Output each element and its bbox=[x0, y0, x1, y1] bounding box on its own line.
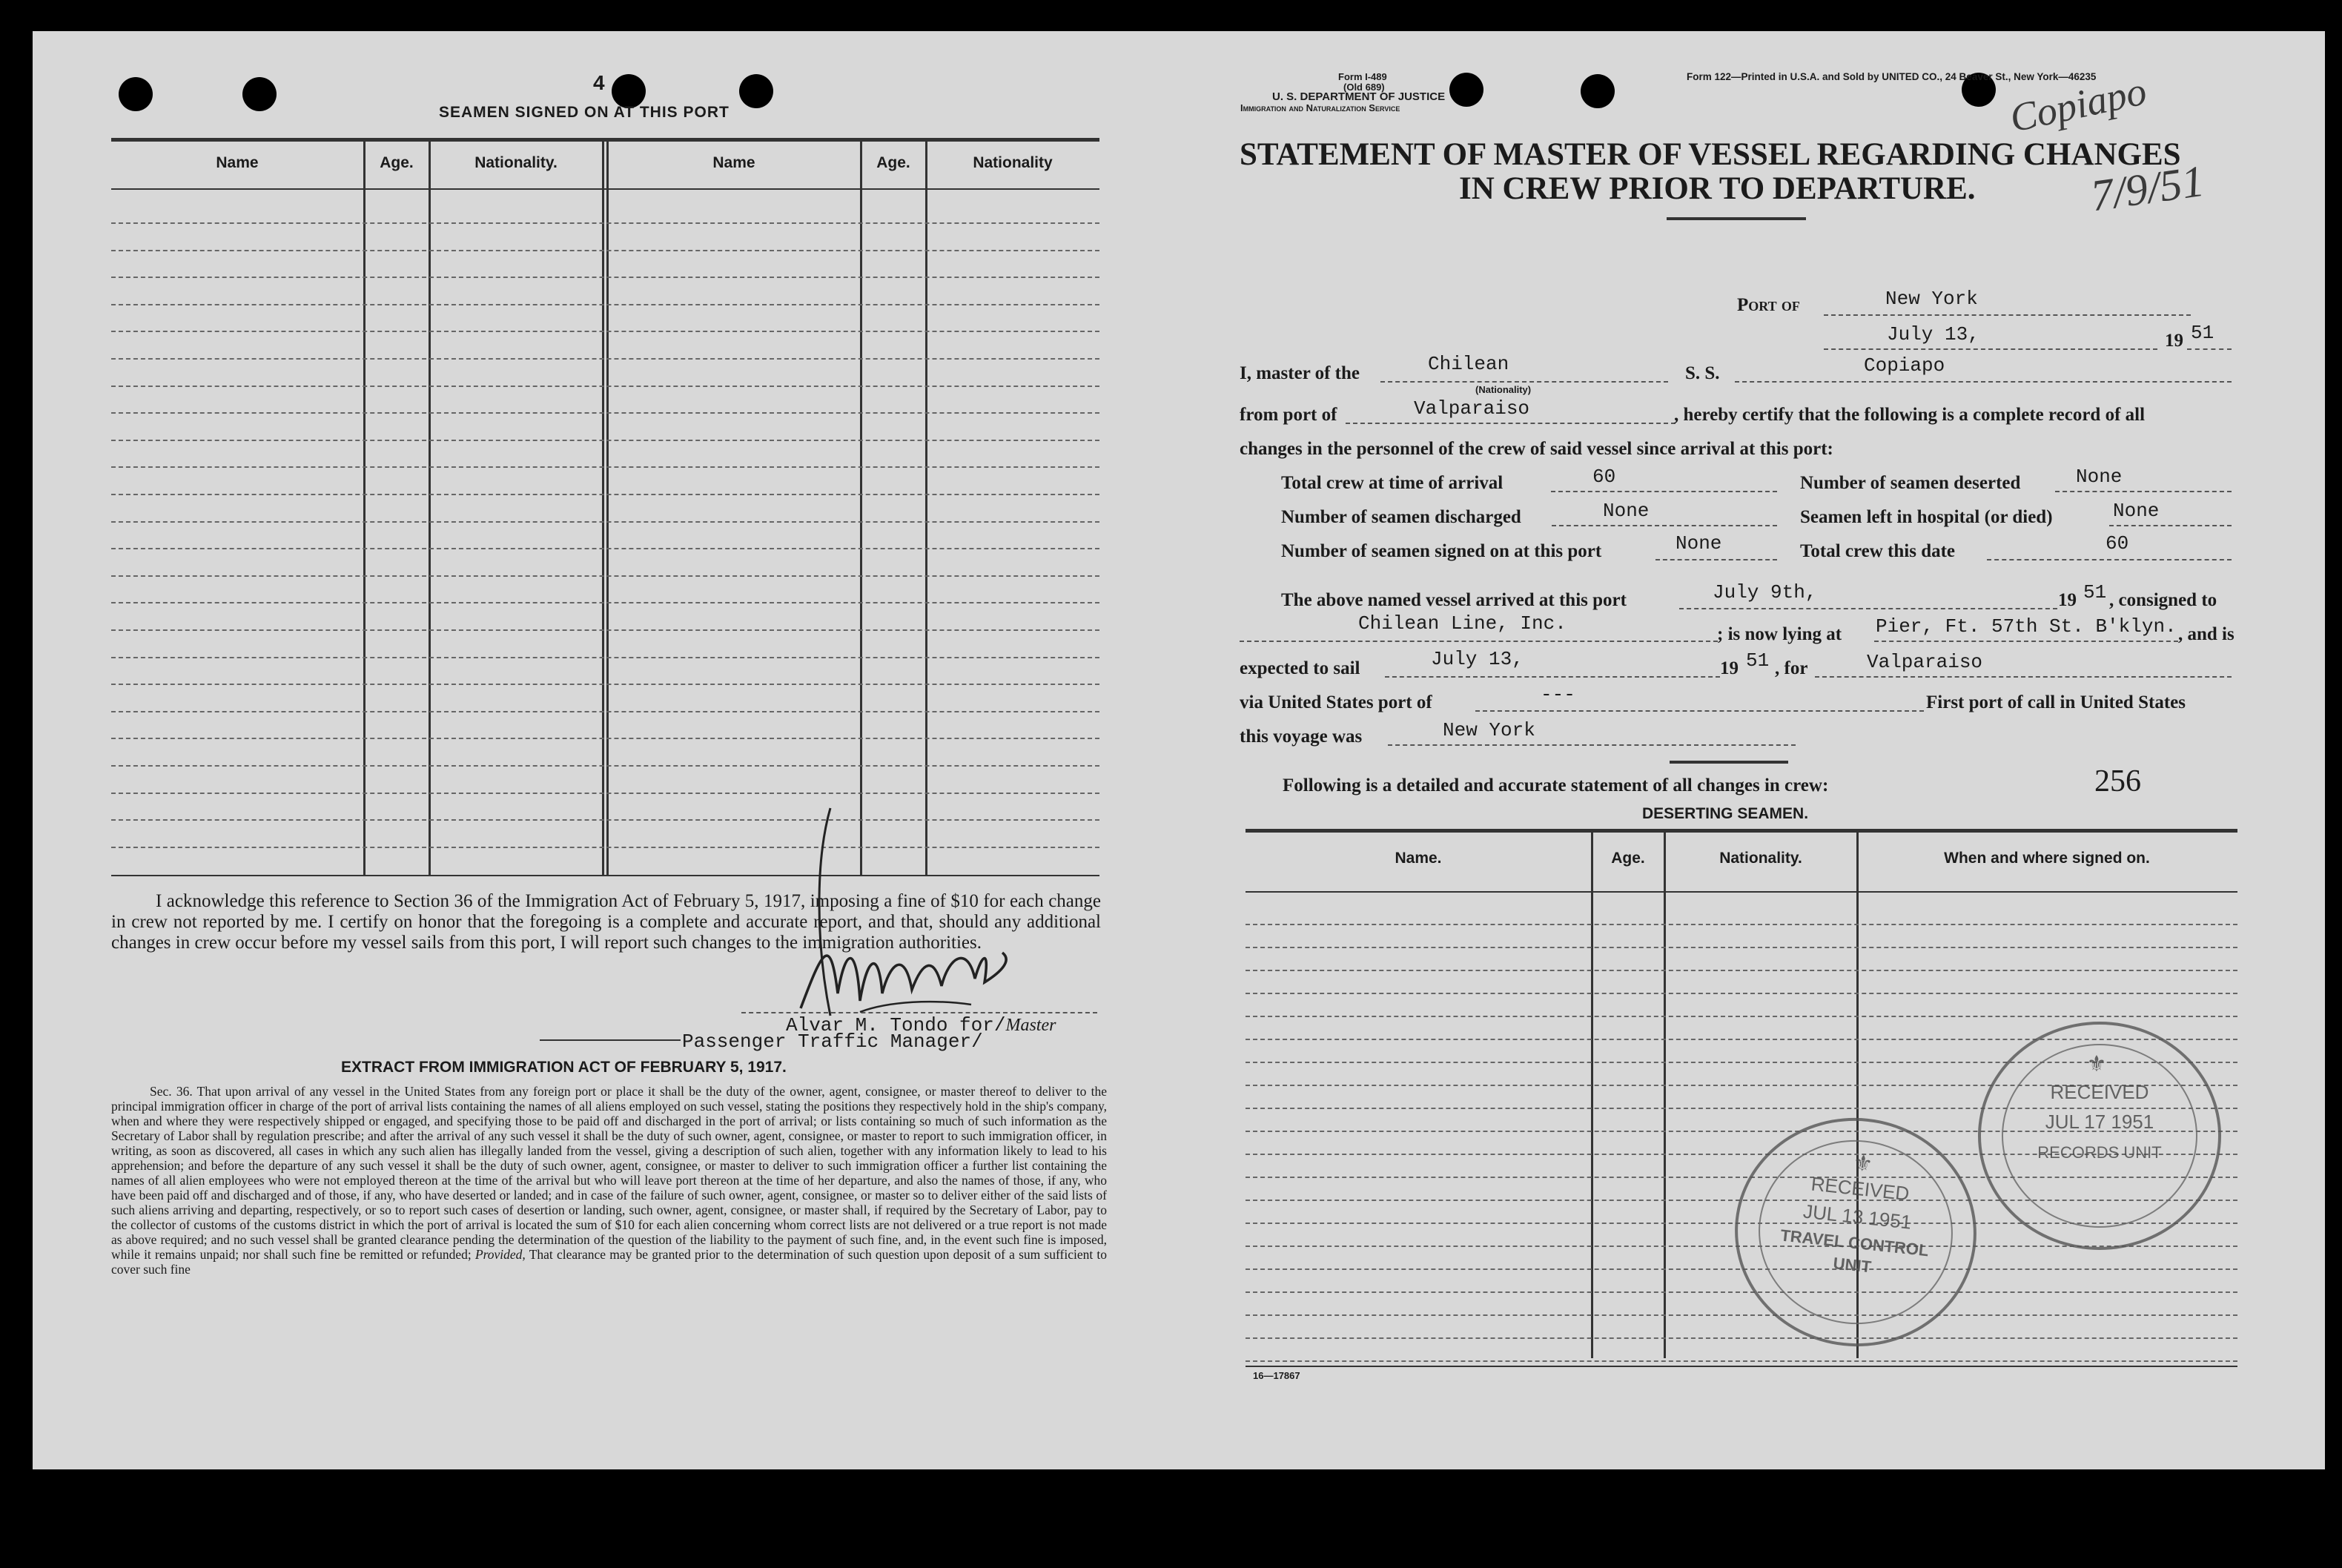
consignee-fill bbox=[1240, 641, 1718, 642]
travel-stamp-unit: TRAVEL CONTROL bbox=[1779, 1225, 1930, 1260]
department-name: U. S. DEPARTMENT OF JUSTICE bbox=[1272, 90, 1446, 103]
table-row-line bbox=[111, 602, 1099, 603]
left-table-title: SEAMEN SIGNED ON AT THIS PORT bbox=[439, 104, 730, 121]
date-fill bbox=[1824, 348, 2157, 350]
arrived-value: July 9th, bbox=[1713, 581, 1817, 603]
table-row-line bbox=[1246, 1291, 2237, 1293]
deserted-value: None bbox=[2076, 466, 2123, 488]
table-row-line bbox=[1246, 1314, 2237, 1316]
destination-fill bbox=[1815, 676, 2232, 678]
deserting-table-bottom bbox=[1246, 1366, 2237, 1367]
ss-label: S. S. bbox=[1685, 363, 1720, 383]
table-row-line bbox=[111, 793, 1099, 794]
table-row-line bbox=[111, 548, 1099, 549]
total-crew-arrival-label: Total crew at time of arrival bbox=[1281, 473, 1504, 493]
table-row-line bbox=[1246, 1016, 2237, 1017]
signed-on-label: Number of seamen signed on at this port bbox=[1281, 541, 1602, 561]
signature-rule bbox=[540, 1039, 681, 1041]
table-top-rule bbox=[111, 138, 1099, 142]
table-row-line bbox=[111, 765, 1099, 767]
printer-line: Form 122—Printed in U.S.A. and Sold by UNITED CO., 24 Beaver St., New York—46235 bbox=[1687, 71, 2097, 82]
deserting-table-top bbox=[1246, 829, 2237, 833]
expected-fill bbox=[1385, 676, 1720, 678]
year-fill bbox=[2187, 348, 2232, 350]
records-stamp-date: JUL 17 1951 bbox=[2045, 1111, 2154, 1133]
master-label: I, master of the bbox=[1240, 363, 1360, 383]
arrived-label: The above named vessel arrived at this port bbox=[1281, 590, 1627, 610]
punch-hole bbox=[1581, 74, 1615, 108]
arrived-year-prefix: 19 bbox=[2058, 590, 2077, 610]
column-header: Nationality. bbox=[474, 154, 558, 171]
handwritten-vessel-name: Copiapo bbox=[2005, 68, 2151, 141]
port-value: New York bbox=[1885, 288, 1978, 310]
punch-hole bbox=[242, 77, 277, 111]
deserted-fill bbox=[2055, 491, 2232, 492]
deserting-title: DESERTING SEAMEN. bbox=[1642, 805, 1809, 822]
table-row-line bbox=[111, 440, 1099, 441]
punch-hole bbox=[119, 77, 153, 111]
port-fill bbox=[1824, 314, 2191, 316]
first-port-label: First port of call in United States bbox=[1926, 692, 2186, 712]
signer-title: Passenger Traffic Manager/ bbox=[682, 1031, 983, 1053]
nationality-value: Chilean bbox=[1428, 353, 1509, 375]
date-value: July 13, bbox=[1887, 323, 1979, 345]
stamped-number: 256 bbox=[2094, 764, 2141, 798]
table-row-line bbox=[111, 521, 1099, 523]
certify-text: , hereby certify that the following is a complete record of all bbox=[1674, 405, 2146, 425]
signed-on-value: None bbox=[1676, 532, 1722, 555]
signer-master-label: Master bbox=[1005, 1016, 1056, 1035]
signed-on-fill bbox=[1655, 559, 1777, 560]
section-rule bbox=[1670, 761, 1788, 764]
for-label: , for bbox=[1775, 658, 1808, 678]
table-row-line bbox=[111, 331, 1099, 332]
hospital-label: Seamen left in hospital (or died) bbox=[1800, 507, 2053, 527]
column-header: Name. bbox=[1395, 850, 1442, 867]
expected-label: expected to sail bbox=[1240, 658, 1360, 678]
acknowledgment-text: I acknowledge this reference to Section 36 of the Immigration Act of February 5, 1917, imposing a fine of $10 for each change in crew not reported by me. I certify on honor that the foregoing is a complete and accurate report, and that, should any additional changes in crew occur before my vessel sails from this port, I will report such changes to the immigration authorities. bbox=[111, 891, 1101, 953]
total-crew-date-fill bbox=[1987, 559, 2232, 560]
table-row-line bbox=[111, 494, 1099, 495]
extract-title: EXTRACT FROM IMMIGRATION ACT OF FEBRUARY 5, 1917. bbox=[341, 1059, 787, 1076]
table-row-line bbox=[111, 738, 1099, 739]
page-number: 4 bbox=[593, 71, 605, 94]
consignee-value: Chilean Line, Inc. bbox=[1358, 612, 1567, 635]
discharged-label: Number of seamen discharged bbox=[1281, 507, 1521, 527]
table-row-line bbox=[111, 711, 1099, 712]
footer-code: 16—17867 bbox=[1253, 1370, 1300, 1381]
voyage-value: New York bbox=[1443, 719, 1535, 741]
ship-value: Copiapo bbox=[1864, 354, 1945, 377]
table-row-line bbox=[111, 684, 1099, 685]
from-port-fill bbox=[1346, 423, 1676, 424]
table-row-line bbox=[1246, 1337, 2237, 1339]
column-header: Name bbox=[712, 154, 755, 171]
table-row-line bbox=[1246, 1360, 2237, 1362]
expected-value: July 13, bbox=[1431, 648, 1524, 670]
hospital-value: None bbox=[2113, 500, 2160, 522]
table-row-line bbox=[1246, 924, 2237, 925]
punch-hole bbox=[1449, 73, 1483, 107]
total-crew-arrival-fill bbox=[1551, 491, 1777, 492]
expected-year-value: 51 bbox=[1746, 649, 1770, 672]
column-divider bbox=[1591, 832, 1593, 1358]
voyage-label: this voyage was bbox=[1240, 727, 1363, 747]
lying-value: Pier, Ft. 57th St. B'klyn. bbox=[1876, 615, 2177, 638]
port-label: Port of bbox=[1737, 295, 1800, 315]
destination-value: Valparaiso bbox=[1867, 651, 1983, 673]
travel-stamp-date: JUL 13 1951 bbox=[1802, 1200, 1913, 1234]
travel-control-stamp: ⚜ RECEIVED JUL 13 1951 TRAVEL CONTROL UNIT bbox=[1724, 1106, 1988, 1358]
deserting-table-header-rule bbox=[1246, 891, 2237, 893]
table-header-rule bbox=[111, 188, 1099, 190]
via-value: --- bbox=[1541, 684, 1575, 706]
form-title-line1: STATEMENT OF MASTER OF VESSEL REGARDING CHANGES bbox=[1240, 137, 2181, 172]
nationality-caption: (Nationality) bbox=[1475, 384, 1532, 395]
form-number: Form I-489 bbox=[1338, 71, 1387, 82]
records-unit-stamp: ⚜ RECEIVED JUL 17 1951 RECORDS UNIT bbox=[1978, 1022, 2221, 1250]
via-fill bbox=[1475, 710, 1924, 712]
column-header: Age. bbox=[876, 154, 910, 171]
lying-label: ; is now lying at bbox=[1717, 624, 1842, 644]
year-prefix: 19 bbox=[2165, 331, 2183, 351]
records-stamp-received: RECEIVED bbox=[2050, 1081, 2149, 1103]
ship-fill bbox=[1735, 381, 2232, 383]
travel-stamp-received: RECEIVED bbox=[1810, 1172, 1911, 1205]
column-header: Nationality. bbox=[1719, 850, 1802, 867]
arrived-year-value: 51 bbox=[2083, 581, 2107, 603]
deserted-label: Number of seamen deserted bbox=[1800, 473, 2021, 493]
total-crew-date-label: Total crew this date bbox=[1800, 541, 1956, 561]
consigned-label: , consigned to bbox=[2109, 590, 2217, 610]
table-row-line bbox=[111, 277, 1099, 278]
lying-fill bbox=[1874, 641, 2178, 642]
table-row-line bbox=[111, 358, 1099, 360]
column-header: Nationality bbox=[973, 154, 1053, 171]
and-is-label: , and is bbox=[2178, 624, 2235, 644]
table-row-line bbox=[111, 629, 1099, 631]
discharged-value: None bbox=[1603, 500, 1650, 522]
table-row-line bbox=[1246, 993, 2237, 994]
form-old-number: (Old 689) bbox=[1343, 82, 1385, 93]
voyage-fill bbox=[1388, 744, 1796, 746]
table-row-line bbox=[111, 250, 1099, 251]
signer-name: Alvar M. Tondo for/Master bbox=[786, 1014, 1056, 1036]
service-name: Immigration and Naturalization Service bbox=[1240, 102, 1400, 113]
punch-hole bbox=[739, 74, 773, 108]
table-row-line bbox=[1246, 947, 2237, 948]
from-port-value: Valparaiso bbox=[1414, 397, 1530, 420]
changes-text: changes in the personnel of the crew of said vessel since arrival at this port: bbox=[1240, 439, 1833, 459]
title-underline bbox=[1667, 217, 1806, 220]
table-row-line bbox=[1246, 970, 2237, 971]
column-header: When and where signed on. bbox=[1944, 850, 2150, 867]
discharged-fill bbox=[1552, 525, 1777, 526]
via-label: via United States port of bbox=[1240, 692, 1432, 712]
column-header: Age. bbox=[380, 154, 414, 171]
handwritten-signature bbox=[786, 801, 1053, 1023]
hospital-fill bbox=[2109, 525, 2232, 526]
table-row-line bbox=[111, 412, 1099, 414]
table-row-line bbox=[111, 466, 1099, 468]
nationality-fill bbox=[1380, 381, 1668, 383]
records-stamp-unit: RECORDS UNIT bbox=[2037, 1143, 2162, 1162]
table-row-line bbox=[111, 386, 1099, 387]
total-crew-arrival-value: 60 bbox=[1592, 466, 1616, 488]
travel-stamp-unit-2: UNIT bbox=[1832, 1254, 1873, 1277]
from-port-label: from port of bbox=[1240, 405, 1337, 425]
table-row-line bbox=[111, 575, 1099, 577]
expected-year-prefix: 19 bbox=[1720, 658, 1739, 678]
year-value: 51 bbox=[2191, 322, 2214, 344]
form-title-line2: IN CREW PRIOR TO DEPARTURE. bbox=[1459, 171, 1976, 206]
column-header: Name bbox=[216, 154, 259, 171]
arrived-fill bbox=[1679, 608, 2057, 609]
following-text: Following is a detailed and accurate statement of all changes in crew: bbox=[1283, 775, 1829, 795]
total-crew-date-value: 60 bbox=[2106, 532, 2129, 555]
column-divider bbox=[1664, 832, 1666, 1358]
table-row-line bbox=[111, 304, 1099, 305]
table-row-line bbox=[111, 657, 1099, 658]
handwritten-date: 7/9/51 bbox=[2088, 156, 2208, 221]
table-row-line bbox=[111, 222, 1099, 224]
column-header: Age. bbox=[1611, 850, 1645, 867]
extract-text: Sec. 36. That upon arrival of any vessel in the United States from any foreign port or place it shall be the duty of the owner, agent, consignee, or master thereof to deliver to the principal immigration officer in charge of the port of arrival lists containing the names of all aliens employed on such vessel, stating the positions they respectively hold in the ship's company, when and where they were respectively shipped or engaged, and specifying those to be paid off and discharged in the port of arrival; or lists containing so much of such information as the Secretary of Labor shall by regulation prescribe; and after the arrival of any such vessel it shall be the duty of such owner, agent, consignee, or master to report to such immigration officer, in writing, as soon as discovered, all cases in which any such alien has illegally landed from the vessel, giving a description of such alien, together with any information likely to lead to his apprehension; and before the departure of any such vessel it shall be the duty of such owner, agent, consignee, or master to deliver to such immigration officer a further list containing the names of all alien employees who were not employed thereon at the time of the arrival but who will leave port thereon at the time of her departure, and also the names of those, if any, who have been paid off and discharged and of those, if any, who have deserted or landed; and in case of the failure of such owner, agent, consignee, or master so to deliver either of the said lists of such aliens arriving and departing, respectively, or so to report such cases of desertion or landing, such owner, agent, consignee, or master shall, if required by the Secretary of Labor, pay to the collector of customs of the customs district in which the port of arrival is located the sum of $10 for each alien concerning whom correct lists are not delivered or a true report is not made as above required; and no such vessel shall be granted clearance pending the determination of the question of the liability to the payment of such fine, and, in the event such fine is imposed, while it remains unpaid; nor shall such fine be remitted or refunded; Provided, That clearance may be granted prior to the determination of such question upon deposit of a sum sufficient to cover such fine bbox=[111, 1084, 1108, 1277]
